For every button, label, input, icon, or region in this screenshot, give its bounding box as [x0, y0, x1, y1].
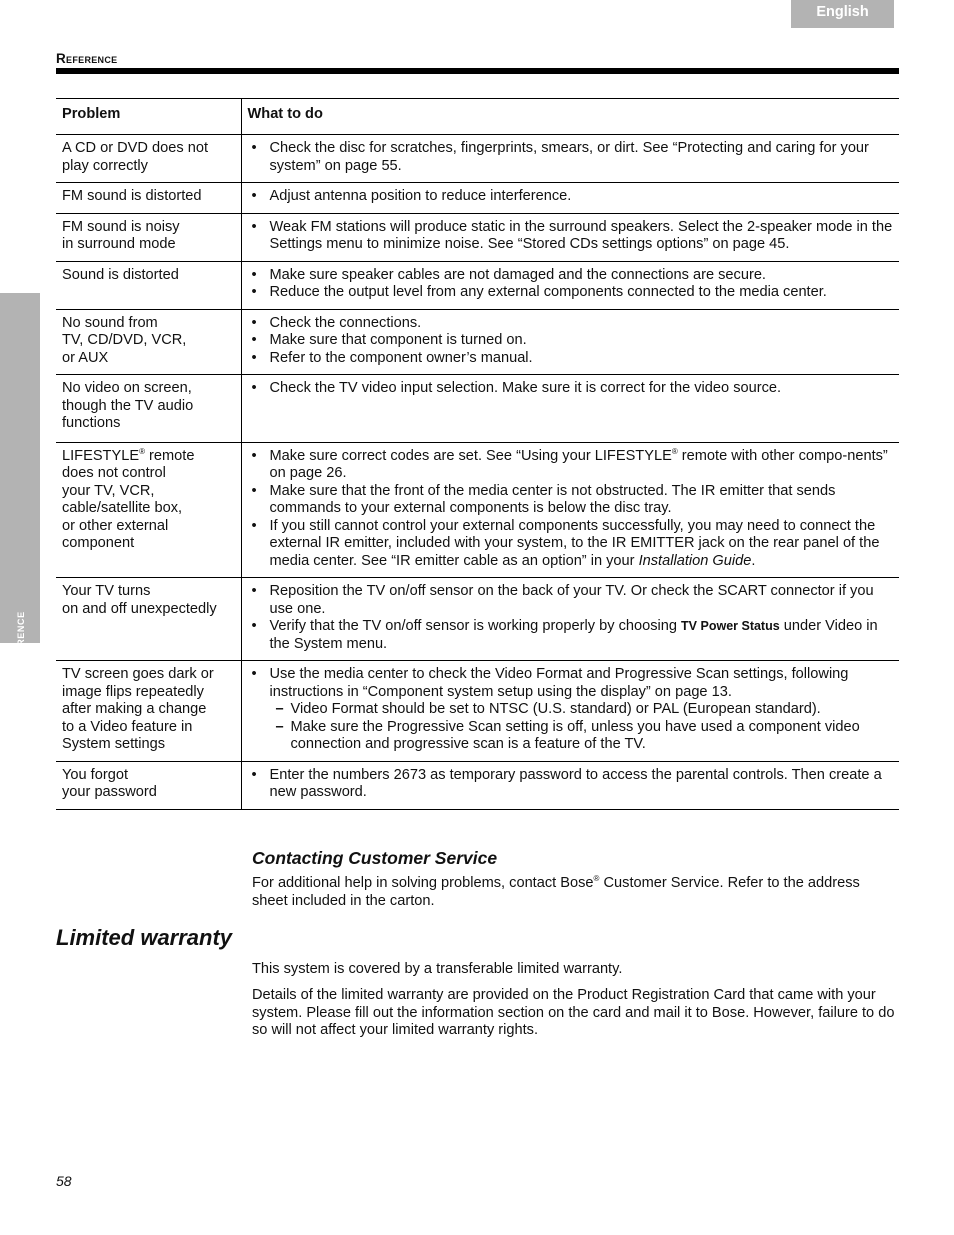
page-number: 58 — [56, 1173, 72, 1189]
solution-cell — [241, 661, 899, 762]
problem-cell: No video on screen, though the TV audio functions — [56, 375, 241, 443]
problem-cell: Sound is distorted — [56, 261, 241, 309]
table-row — [56, 661, 899, 762]
solution-cell — [241, 578, 899, 661]
solution-cell — [241, 183, 899, 214]
table-row — [56, 183, 899, 214]
table-header-row — [56, 99, 899, 135]
contact-text: Customer Service. Refer to the address sheet included in the carton. — [252, 875, 860, 909]
warranty-paragraph: Details of the limited warranty are provided on the Product Registration Card that came with your system. Please fill out the information section on the card and mail it to Bose. However, failure to do so will not affect your limited warranty rights. — [252, 987, 895, 1038]
list-item: • Refer to the component owner’s manual. — [249, 350, 896, 368]
column-header-what-to-do: What to do — [241, 99, 899, 135]
problem-cell: FM sound is distorted — [56, 183, 241, 214]
list-item-text: remote with other compo-nents” on page 26. — [269, 447, 888, 481]
solution-cell — [241, 761, 899, 809]
list-item: • Weak FM stations will produce static in the surround speakers. Select the 2-speaker mode in the Settings menu to minimize noise. See “Stored CDs settings options” on page 45. — [249, 219, 896, 254]
contact-paragraph — [252, 875, 897, 910]
solution-cell — [241, 213, 899, 261]
list-item: • Check the disc for scratches, fingerprints, smears, or dirt. See “Protecting and caring for your system” on page 55. — [249, 140, 896, 175]
problem-cell: TV screen goes dark or image flips repeatedly after making a change to a Video feature in System settings — [56, 661, 241, 762]
registered-mark: ® — [593, 874, 600, 884]
table-row — [56, 442, 899, 578]
solution-cell — [241, 309, 899, 375]
list-item-text: Make sure correct codes are set. See “Using your LIFESTYLE — [269, 447, 672, 464]
header-rule — [56, 68, 899, 74]
problem-cell: Your TV turns on and off unexpectedly — [56, 578, 241, 661]
problem-cell: You forgot your password — [56, 761, 241, 809]
table-row — [56, 213, 899, 261]
sub-list-item: – Video Format should be set to NTSC (U.S. standard) or PAL (European standard). — [270, 701, 896, 719]
registered-mark: ® — [139, 446, 145, 456]
table-row — [56, 309, 899, 375]
list-item: • Make sure that component is turned on. — [249, 332, 896, 350]
list-item: • Reduce the output level from any external components connected to the media center. — [249, 284, 896, 302]
section-header: Reference — [56, 51, 118, 66]
sub-list-item: – Make sure the Progressive Scan setting is off, unless you have used a component video connection and progressive scan is a feature of the TV. — [270, 719, 896, 754]
list-item: • Adjust antenna position to reduce interference. — [249, 188, 896, 206]
list-item — [249, 448, 896, 483]
list-item: • Reposition the TV on/off sensor on the back of your TV. Or check the SCART connector if you use one. — [249, 583, 896, 618]
solution-cell — [241, 135, 899, 183]
list-item — [249, 518, 896, 571]
list-item-text: under Video in the System menu. — [269, 618, 878, 652]
list-item — [249, 618, 896, 653]
contact-heading: Contacting Customer Service — [252, 848, 498, 868]
troubleshooting-table — [56, 98, 899, 810]
table-row — [56, 375, 899, 443]
list-item: • Check the TV video input selection. Make sure it is correct for the video source. — [249, 380, 896, 398]
table-row — [56, 761, 899, 809]
problem-cell — [56, 442, 241, 578]
list-item: • Enter the numbers 2673 as temporary password to access the parental controls. Then create a new password. — [249, 767, 896, 802]
problem-cell: FM sound is noisy in surround mode — [56, 213, 241, 261]
contact-text: For additional help in solving problems, contact Bose — [252, 875, 594, 891]
table-row — [56, 261, 899, 309]
list-item-text: . — [751, 552, 756, 569]
registered-mark: ® — [671, 446, 678, 456]
warranty-heading: Limited warranty — [56, 925, 233, 950]
solution-cell — [241, 375, 899, 443]
list-item: • Make sure that the front of the media center is not obstructed. The IR emitter that sends commands to your external components is below the disc tray. — [249, 483, 896, 518]
table-row — [56, 578, 899, 661]
list-item-text: Verify that the TV on/off sensor is working properly by choosing — [269, 618, 682, 634]
solution-cell — [241, 261, 899, 309]
list-item: • Make sure speaker cables are not damaged and the connections are secure. — [249, 267, 896, 285]
problem-text: remote does not control your TV, VCR, cable/satellite box, or other external component — [62, 447, 195, 551]
side-tab-label: Reference — [13, 611, 27, 675]
problem-cell: A CD or DVD does not play correctly — [56, 135, 241, 183]
list-item-text: If you still cannot control your external components successfully, you may need to connect the external IR emitter, included with your system, to the IR EMITTER jack on the rear panel of the media center. See “IR emitter cable as an option” in your — [269, 517, 880, 569]
column-header-problem: Problem — [56, 99, 241, 135]
solution-cell — [241, 442, 899, 578]
language-tab[interactable]: English — [791, 0, 894, 28]
warranty-paragraph: This system is covered by a transferable limited warranty. — [252, 961, 623, 977]
problem-cell: No sound from TV, CD/DVD, VCR, or AUX — [56, 309, 241, 375]
list-item: • Check the connections. — [249, 315, 896, 333]
side-tab — [0, 293, 40, 675]
menu-item-label: TV Power Status — [681, 619, 780, 633]
list-item-text: Use the media center to check the Video Format and Progressive Scan settings, following instructions in “Component system setup using the display” on page 13. — [269, 666, 849, 700]
installation-guide-title: Installation Guide — [638, 552, 752, 569]
table-row — [56, 135, 899, 183]
list-item — [249, 666, 896, 754]
problem-text: LIFESTYLE — [62, 447, 140, 464]
